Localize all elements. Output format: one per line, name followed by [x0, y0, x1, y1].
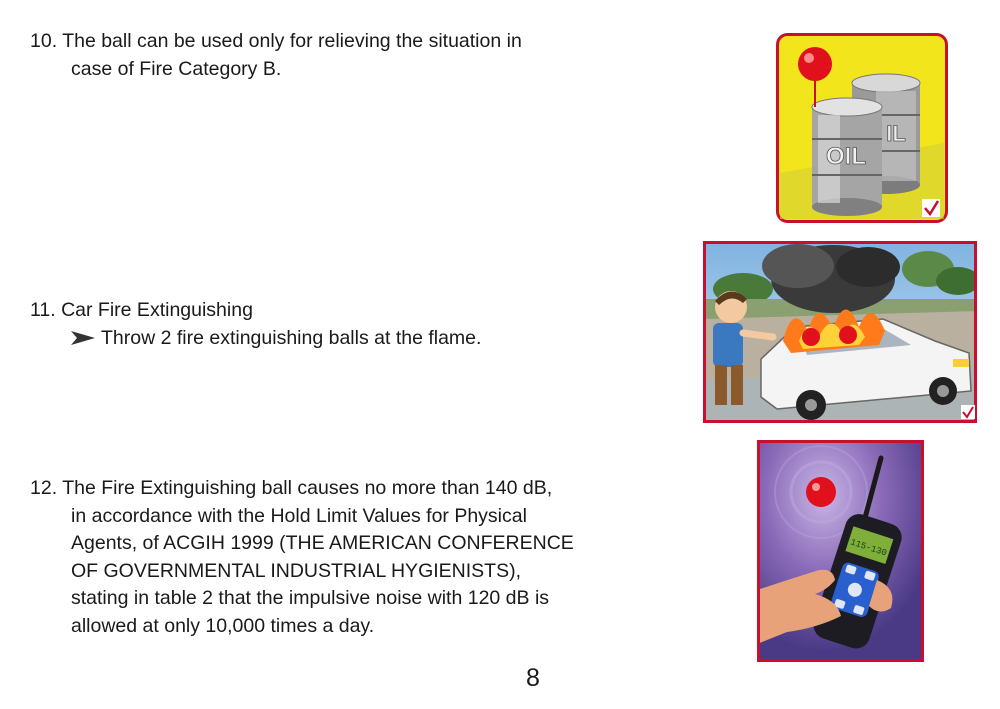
barrel-label-front: OIL: [826, 143, 866, 170]
item-text-line: allowed at only 10,000 times a day.: [71, 614, 375, 637]
item-11: [30, 297, 481, 352]
barrel-label-back: IL: [886, 121, 906, 146]
item-12: [30, 475, 574, 640]
item-text-line: The ball can be used only for relieving the situation in: [62, 30, 522, 52]
oil-barrels-image: [776, 33, 948, 223]
item-text-line: case of Fire Category B.: [71, 57, 282, 80]
item-text-line: OF GOVERNMENTAL INDUSTRIAL HYGIENISTS),: [71, 559, 521, 582]
sound-meter-image: [757, 440, 924, 662]
item-number: 11.: [30, 299, 56, 321]
item-text-line: Agents, of ACGIH 1999 (THE AMERICAN CONFERENCE: [71, 532, 574, 554]
item-heading: Car Fire Extinguishing: [61, 299, 253, 321]
item-text-line: stating in table 2 that the impulsive noise with 120 dB is: [71, 587, 550, 609]
item-text-line: in accordance with the Hold Limit Values for Physical: [71, 504, 527, 527]
arrowhead-bullet-icon: [71, 331, 95, 345]
page-number: 8: [526, 664, 540, 692]
item-text-line: The Fire Extinguishing ball causes no more than 140 dB,: [62, 477, 553, 499]
meter-display-text: 115-130: [848, 537, 888, 559]
item-10: [30, 28, 522, 83]
bullet-text: Throw 2 fire extinguishing balls at the flame.: [101, 326, 482, 349]
item-number: 10.: [30, 30, 58, 52]
car-fire-image: [703, 241, 977, 423]
item-number: 12.: [30, 477, 58, 499]
